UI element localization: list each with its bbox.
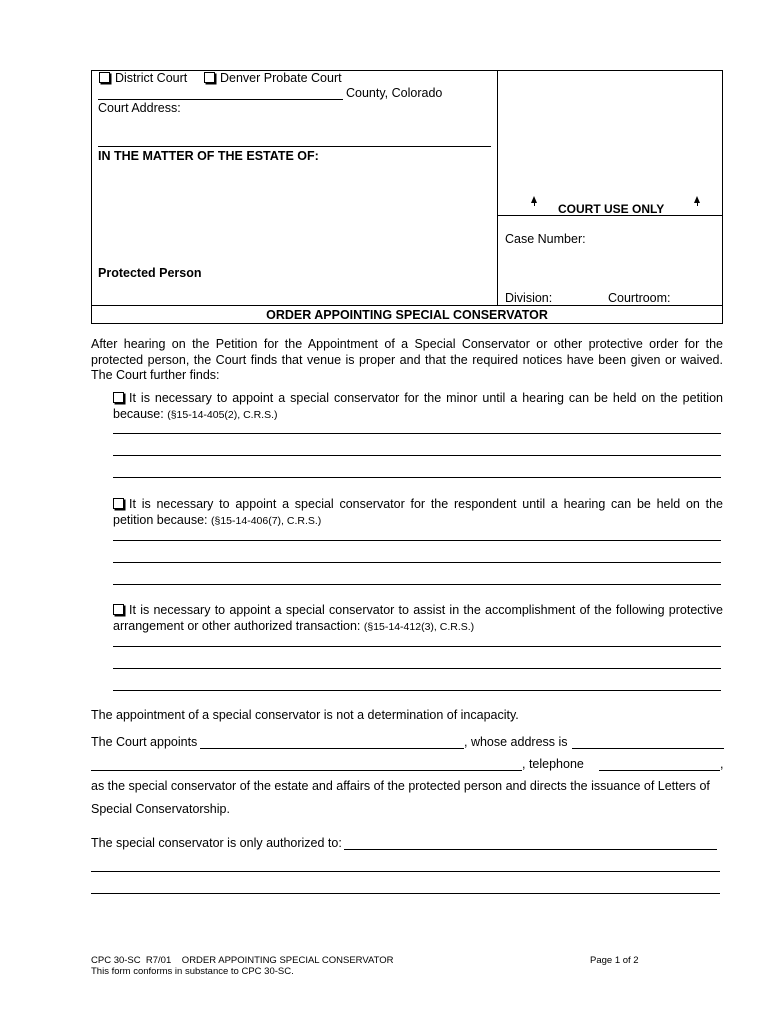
finding-1 — [113, 391, 723, 423]
finding-2-citation: (§15-14-406(7), C.R.S.) — [211, 514, 322, 527]
court-use-only-label: COURT USE ONLY — [558, 202, 665, 216]
telephone-line[interactable] — [599, 770, 720, 771]
finding-3-line-3[interactable] — [113, 690, 721, 691]
authorized-line-2[interactable] — [91, 871, 720, 872]
finding-1-line-2[interactable] — [113, 455, 721, 456]
district-court-option[interactable] — [99, 71, 187, 85]
division-label: Division: — [505, 291, 553, 305]
whose-address-label: , whose address is — [464, 735, 568, 749]
finding-3-line-1[interactable] — [113, 646, 721, 647]
protected-person-label: Protected Person — [98, 266, 202, 280]
arrow-up-left-icon — [531, 196, 537, 203]
as-special-conservator-text: as the special conservator of the estate and affairs of the protected person and directs the issuance of Letters of — [91, 779, 710, 793]
case-number-label: Case Number: — [505, 232, 586, 246]
finding-2-checkbox[interactable] — [113, 498, 124, 509]
denver-probate-option[interactable] — [204, 71, 342, 85]
county-label: County, Colorado — [346, 86, 443, 100]
appointee-address-line-1[interactable] — [572, 748, 724, 749]
denver-probate-label: Denver Probate Court — [220, 71, 342, 85]
arrow-up-right-icon — [694, 196, 700, 203]
estate-of-label: IN THE MATTER OF THE ESTATE OF: — [98, 149, 319, 163]
finding-3-text: It is necessary to appoint a special conservator to assist in the accomplishment of the following protective arrangement or other authorized transaction: — [113, 603, 723, 633]
finding-3-line-2[interactable] — [113, 668, 721, 669]
only-authorized-label: The special conservator is only authorized to: — [91, 836, 342, 850]
finding-1-line-1[interactable] — [113, 433, 721, 434]
finding-2-line-3[interactable] — [113, 584, 721, 585]
address-blank-line[interactable] — [98, 146, 491, 147]
courtroom-label: Courtroom: — [608, 291, 671, 305]
telephone-label: , telephone — [522, 757, 584, 771]
page-title: ORDER APPOINTING SPECIAL CONSERVATOR — [266, 308, 548, 322]
finding-3 — [113, 603, 723, 635]
appointee-name-line[interactable] — [200, 748, 464, 749]
finding-1-citation: (§15-14-405(2), C.R.S.) — [167, 408, 278, 421]
authorized-line-1[interactable] — [344, 849, 717, 850]
finding-2-line-1[interactable] — [113, 540, 721, 541]
denver-probate-checkbox[interactable] — [204, 72, 215, 83]
county-blank-line[interactable] — [98, 99, 343, 100]
special-conservatorship-text: Special Conservatorship. — [91, 802, 230, 816]
district-court-checkbox[interactable] — [99, 72, 110, 83]
district-court-label: District Court — [115, 71, 188, 85]
caption-box — [91, 70, 723, 324]
finding-3-checkbox[interactable] — [113, 604, 124, 615]
court-address-label: Court Address: — [98, 101, 181, 115]
intro-paragraph: After hearing on the Petition for the Appointment of a Special Conservator or other protective order for the protected person, the Court finds that venue is proper and that the required notices have been given or waived. The Court further finds: — [91, 337, 723, 382]
finding-2 — [113, 497, 723, 529]
appointee-address-line-2[interactable] — [91, 770, 522, 771]
authorized-line-3[interactable] — [91, 893, 720, 894]
caption-vertical-divider — [497, 70, 498, 305]
footer-conforms: This form conforms in substance to CPC 30-SC. — [91, 966, 294, 977]
not-incapacity-statement: The appointment of a special conservator is not a determination of incapacity. — [91, 708, 519, 722]
footer-form-id: CPC 30-SC R7/01 ORDER APPOINTING SPECIAL CONSERVATOR — [91, 955, 394, 966]
finding-1-text: It is necessary to appoint a special conservator for the minor until a hearing can be held on the petition because: — [113, 391, 723, 421]
finding-1-checkbox[interactable] — [113, 392, 124, 403]
finding-2-text: It is necessary to appoint a special conservator for the respondent until a hearing can be held on the petition because: — [113, 497, 723, 527]
finding-2-line-2[interactable] — [113, 562, 721, 563]
finding-3-citation: (§15-14-412(3), C.R.S.) — [363, 620, 475, 633]
court-appoints-label: The Court appoints — [91, 735, 198, 749]
finding-1-line-3[interactable] — [113, 477, 721, 478]
telephone-comma: , — [720, 757, 724, 771]
footer-page-number: Page 1 of 2 — [590, 955, 639, 966]
title-divider — [91, 305, 723, 306]
